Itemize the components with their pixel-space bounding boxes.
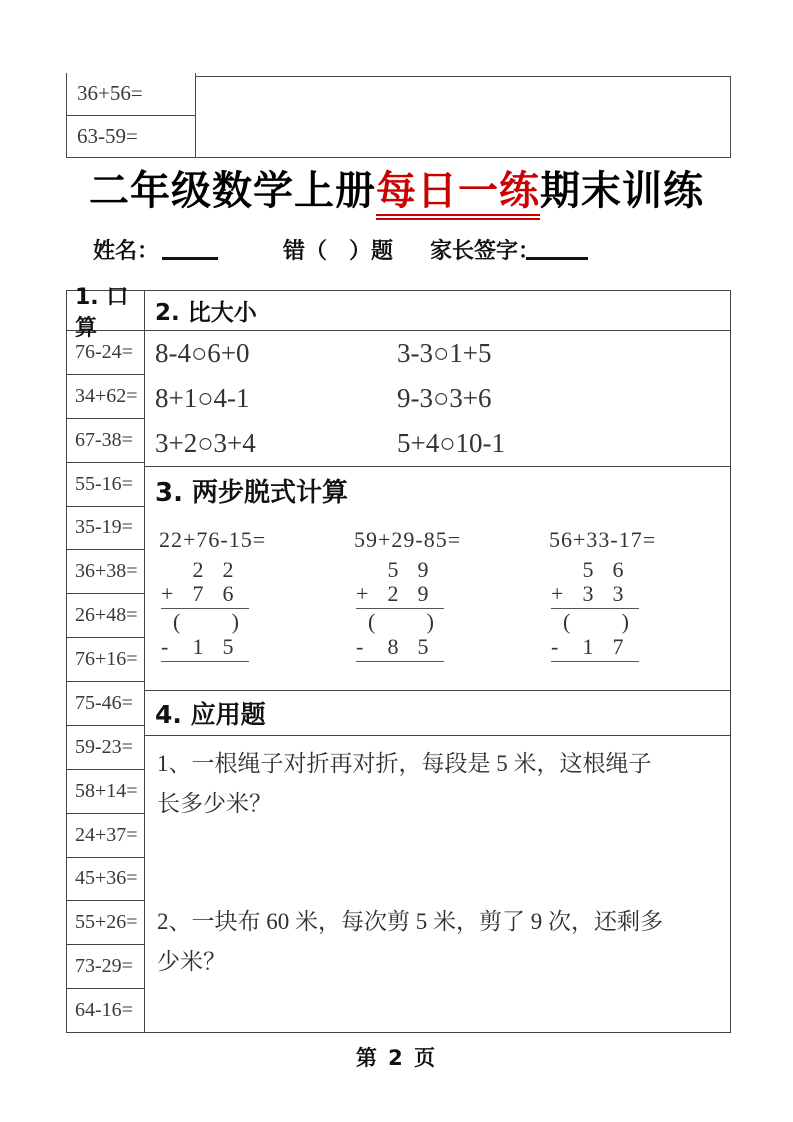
oral-problem: 67-38= — [67, 419, 144, 463]
subtraction-stack — [551, 635, 639, 662]
oral-problem: 36+56= — [67, 73, 195, 116]
oral-column — [67, 284, 145, 1032]
main-table — [66, 284, 731, 1033]
paren-open: ( — [563, 609, 571, 634]
title-highlight: 每日一练 — [376, 168, 540, 220]
digit: 6 — [612, 557, 624, 582]
addition-stack — [161, 558, 249, 609]
paren-open: ( — [173, 609, 181, 634]
page-title — [0, 166, 793, 216]
word-problems-section — [145, 736, 730, 1032]
digit: 5 — [417, 634, 429, 659]
digit: 9 — [417, 557, 429, 582]
oral-header: 1. 口算 — [67, 291, 144, 331]
oral-problem: 55+26= — [67, 901, 144, 945]
compare-problem: 8-4○6+0 — [155, 338, 250, 368]
oral-problem: 24+37= — [67, 814, 144, 858]
oral-problem: 76+16= — [67, 638, 144, 682]
oral-problem: 75-46= — [67, 682, 144, 726]
result-parentheses — [356, 609, 444, 634]
oral-problem: 58+14= — [67, 770, 144, 814]
two-step-problem — [354, 527, 535, 662]
word-problem-line: 1、一根绳子对折再对折，每段是 5 米，这根绳子 — [157, 751, 652, 776]
result-parentheses — [161, 609, 249, 634]
compare-row — [145, 376, 730, 421]
minus-sign: - — [551, 634, 559, 659]
oral-problem: 64-16= — [75, 999, 133, 1022]
oral-problem: 55-16= — [67, 463, 144, 507]
word-problem-line: 少米？ — [157, 949, 226, 974]
title-prefix: 二年级数学上册 — [89, 168, 376, 214]
subtraction-stack — [356, 635, 444, 662]
addition-stack — [551, 558, 639, 609]
info-line — [0, 234, 793, 270]
vertical-computation — [551, 558, 639, 662]
two-step-problem — [159, 527, 340, 662]
two-step-expression: 56+33-17= — [549, 527, 657, 552]
oral-problem: 34+62= — [67, 375, 144, 419]
compare-problem: 3-3○1+5 — [397, 338, 492, 368]
digit: 5 — [222, 634, 234, 659]
title-suffix: 期末训练 — [540, 168, 704, 214]
paren-close: ) — [621, 609, 629, 634]
digit: 8 — [387, 634, 399, 659]
signature-label: 家长签字： — [430, 239, 541, 264]
paren-close: ) — [426, 609, 434, 634]
digit: 2 — [222, 557, 234, 582]
digit: 3 — [612, 581, 624, 606]
two-step-expression: 59+29-85= — [354, 527, 462, 552]
plus-sign: + — [551, 581, 564, 606]
subtraction-stack — [161, 635, 249, 662]
oral-problem: 35-19= — [67, 507, 144, 551]
vertical-computation — [161, 558, 249, 662]
digit: 2 — [387, 581, 399, 606]
compare-section — [145, 331, 730, 467]
page-footer: 第 2 页 — [355, 1046, 438, 1070]
word-problem-2 — [157, 902, 716, 982]
digit: 7 — [192, 581, 204, 606]
digit: 5 — [582, 557, 594, 582]
plus-sign: + — [356, 581, 369, 606]
top-table-left-column — [66, 73, 196, 158]
top-continuation-table — [66, 73, 731, 158]
oral-problem: 76-24= — [67, 331, 144, 375]
compare-problem: 9-3○3+6 — [397, 383, 492, 413]
plus-sign: + — [161, 581, 174, 606]
oral-problem: 26+48= — [67, 594, 144, 638]
word-problem-line: 2、一块布 60 米，每次剪 5 米，剪了 9 次，还剩多 — [157, 909, 663, 934]
wrong-count-label: 错（ ）题 — [283, 239, 394, 264]
paren-close: ) — [231, 609, 239, 634]
blank-sign — [356, 558, 378, 582]
oral-problem: 63-59= — [77, 123, 138, 148]
oral-problem: 45+36= — [67, 858, 144, 902]
digit: 6 — [222, 581, 234, 606]
result-parentheses — [551, 609, 639, 634]
blank-sign — [551, 558, 573, 582]
digit: 5 — [387, 557, 399, 582]
signature-blank — [526, 234, 588, 260]
compare-row — [145, 331, 730, 376]
digit: 1 — [582, 634, 594, 659]
compare-row — [145, 421, 730, 466]
top-table-answer-area — [195, 76, 732, 158]
digit: 1 — [192, 634, 204, 659]
word-problems-header: 4. 应用题 — [145, 691, 730, 736]
name-label: 姓名： — [93, 239, 160, 264]
compare-problem: 8+1○4-1 — [155, 383, 250, 413]
addition-stack — [356, 558, 444, 609]
minus-sign: - — [161, 634, 169, 659]
vertical-computation — [356, 558, 444, 662]
two-step-problems-row — [159, 527, 730, 662]
sections-column — [145, 291, 730, 1032]
word-problem-line: 长多少米？ — [157, 791, 272, 816]
word-problem-1 — [157, 744, 716, 824]
two-step-section — [145, 467, 730, 691]
oral-problem: 36+38= — [67, 550, 144, 594]
digit: 2 — [192, 557, 204, 582]
digit: 9 — [417, 581, 429, 606]
compare-problem: 3+2○3+4 — [155, 428, 256, 458]
compare-problem: 5+4○10-1 — [397, 428, 506, 458]
digit: 3 — [582, 581, 594, 606]
oral-problem: 59-23= — [67, 726, 144, 770]
oral-problem: 73-29= — [67, 945, 144, 989]
two-step-header: 3. 两步脱式计算 — [155, 478, 349, 508]
blank-sign — [161, 558, 183, 582]
name-blank — [162, 234, 218, 260]
two-step-problem — [549, 527, 730, 662]
minus-sign: - — [356, 634, 364, 659]
paren-open: ( — [368, 609, 376, 634]
digit: 7 — [612, 634, 624, 659]
two-step-expression: 22+76-15= — [159, 527, 267, 552]
compare-header: 2. 比大小 — [145, 291, 730, 331]
